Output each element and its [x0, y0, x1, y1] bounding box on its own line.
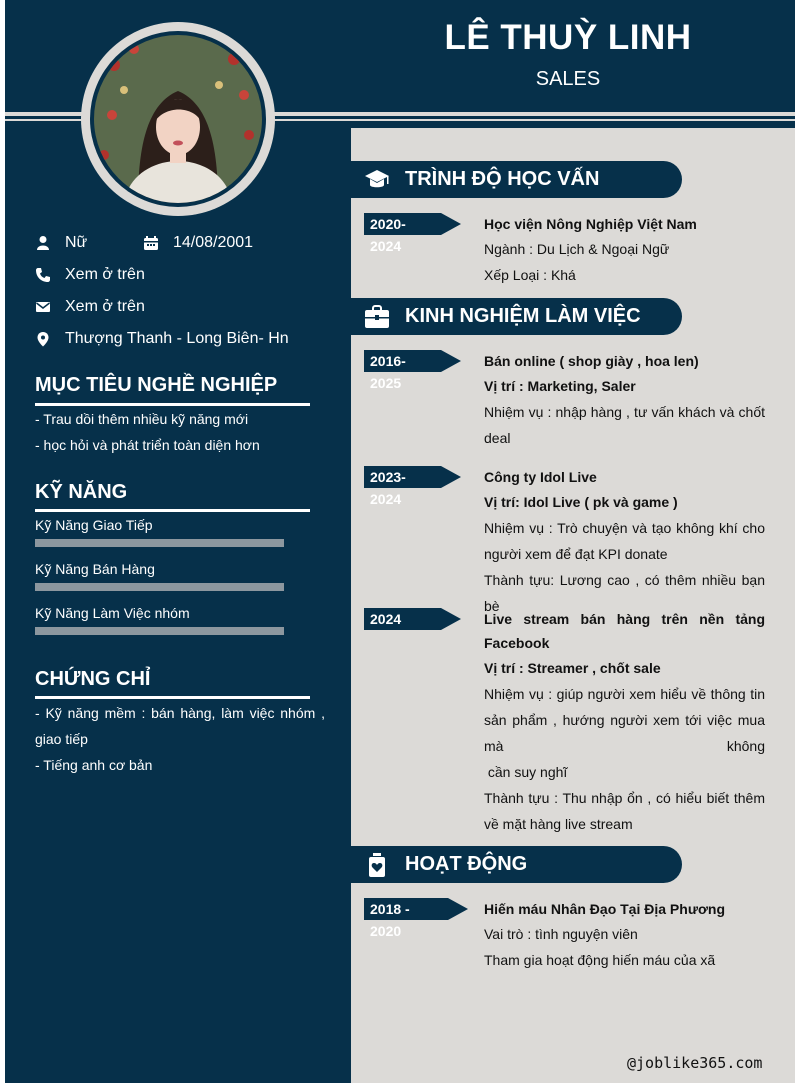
- job-title: SALES: [535, 68, 601, 90]
- activities-heading: [351, 846, 682, 883]
- entry-org: Học viện Nông Nghiệp Việt Nam: [484, 216, 697, 232]
- entry-line: Vai trò : tình nguyện viên: [484, 926, 638, 942]
- entry-org: Live stream bán hàng trên nền tảng Facebook: [484, 611, 765, 651]
- date-text: 2023-2024: [364, 466, 441, 488]
- education-heading: [351, 161, 682, 198]
- experience-entry: [484, 607, 765, 837]
- mail-icon: [35, 299, 51, 315]
- skill-bar-fill: [35, 583, 284, 591]
- date-text: 2016-2025: [364, 350, 441, 372]
- certificate-item: - Tiếng anh cơ bản: [35, 757, 153, 773]
- resume-page: [5, 0, 795, 1083]
- experience-entry: [484, 465, 765, 619]
- experience-heading: [351, 298, 682, 335]
- email-row: [35, 298, 145, 316]
- skill-bar: [35, 539, 284, 547]
- skills-divider: [35, 509, 310, 512]
- objective-item: - Trau dồi thêm nhiều kỹ năng mới: [35, 411, 249, 427]
- date-text: 2024: [364, 608, 441, 630]
- certificate-item: - Kỹ năng mềm : bán hàng, làm việc nhóm , giao tiếp: [35, 705, 325, 747]
- address-text: Thượng Thanh - Long Biên- Hn: [65, 330, 289, 347]
- certificates-list: [35, 700, 325, 778]
- date-tag: [364, 466, 461, 507]
- education-title: TRÌNH ĐỘ HỌC VẤN: [405, 168, 600, 190]
- date-arrow: [441, 466, 461, 488]
- calendar-icon: [143, 235, 159, 251]
- entry-role: Vị trí: Idol Live ( pk và game ): [484, 494, 678, 510]
- entry-role: Vị trí : Marketing, Saler: [484, 378, 636, 394]
- candidate-name: LÊ THUỲ LINH: [444, 18, 692, 57]
- heart-badge-icon: [364, 852, 390, 878]
- entry-org: Công ty Idol Live: [484, 469, 597, 485]
- birthday-text: 14/08/2001: [173, 234, 254, 251]
- objective-item: - học hỏi và phát triển toàn diện hơn: [35, 437, 260, 453]
- skill-bar: [35, 583, 284, 591]
- location-icon: [35, 331, 51, 347]
- date-text: 2018 - 2020: [364, 898, 448, 920]
- date-text: 2020-2024: [364, 213, 441, 235]
- skill-bar: [35, 627, 284, 635]
- date-arrow: [441, 213, 461, 235]
- education-entry: [484, 212, 765, 288]
- skills-title: KỸ NĂNG: [35, 481, 128, 503]
- skill-label: Kỹ Năng Bán Hàng: [35, 561, 155, 577]
- entry-line: Thành tựu: Lương cao , có thêm nhiều bạn bè: [484, 572, 765, 614]
- skill-label: Kỹ Năng Giao Tiếp: [35, 517, 153, 533]
- gender-text: Nữ: [65, 234, 88, 251]
- address-row: [35, 330, 289, 348]
- entry-line: Nhiệm vụ : Trò chuyện và tạo không khí cho người xem để đạt KPI donate: [484, 520, 765, 562]
- entry-line: Ngành : Du Lịch & Ngoại Ngữ: [484, 241, 670, 257]
- phone-text: Xem ở trên: [65, 266, 145, 283]
- certificates-divider: [35, 696, 310, 699]
- phone-icon: [35, 267, 51, 283]
- date-tag: [364, 608, 461, 630]
- email-text: Xem ở trên: [65, 298, 145, 315]
- birthday-row: [143, 234, 253, 252]
- user-icon: [35, 235, 51, 251]
- phone-row: [35, 266, 145, 284]
- activity-entry: [484, 897, 765, 973]
- experience-entry: [484, 349, 765, 451]
- entry-line: Nhiệm vụ : giúp người xem hiểu về thông tin sản phẩm , hướng người xem tới việc mua mà không: [484, 686, 765, 754]
- watermark: @joblike365.com: [627, 1054, 763, 1072]
- entry-line: Xếp Loại : Khá: [484, 267, 576, 283]
- entry-line: Thành tựu : Thu nhập ổn , có hiểu biết thêm về mặt hàng live stream: [484, 790, 765, 832]
- date-tag: [364, 213, 461, 254]
- entry-line: Tham gia hoạt động hiến máu của xã: [484, 952, 716, 968]
- activities-title: HOẠT ĐỘNG: [405, 853, 528, 875]
- entry-role: Vị trí : Streamer , chốt sale: [484, 660, 661, 676]
- avatar: [94, 35, 262, 203]
- certificates-title: CHỨNG CHỈ: [35, 668, 151, 690]
- gender-row: [35, 234, 87, 252]
- skill-bar-fill: [35, 627, 284, 635]
- experience-title: KINH NGHIỆM LÀM VIỆC: [405, 305, 641, 327]
- date-tag: [364, 350, 461, 391]
- entry-line: cần suy nghĩ: [484, 764, 568, 780]
- briefcase-icon: [364, 304, 390, 330]
- date-tag: [364, 898, 468, 939]
- date-arrow: [448, 898, 468, 920]
- entry-line: Nhiệm vụ : nhập hàng , tư vấn khách và chốt deal: [484, 404, 765, 446]
- graduation-cap-icon: [364, 167, 390, 193]
- entry-org: Bán online ( shop giày , hoa len): [484, 353, 699, 369]
- date-arrow: [441, 608, 461, 630]
- date-arrow: [441, 350, 461, 372]
- skill-bar-fill: [35, 539, 284, 547]
- entry-org: Hiến máu Nhân Đạo Tại Địa Phương: [484, 901, 726, 917]
- objective-list: [35, 406, 325, 458]
- objective-title: MỤC TIÊU NGHỀ NGHIỆP: [35, 374, 278, 396]
- skill-label: Kỹ Năng Làm Việc nhóm: [35, 605, 190, 621]
